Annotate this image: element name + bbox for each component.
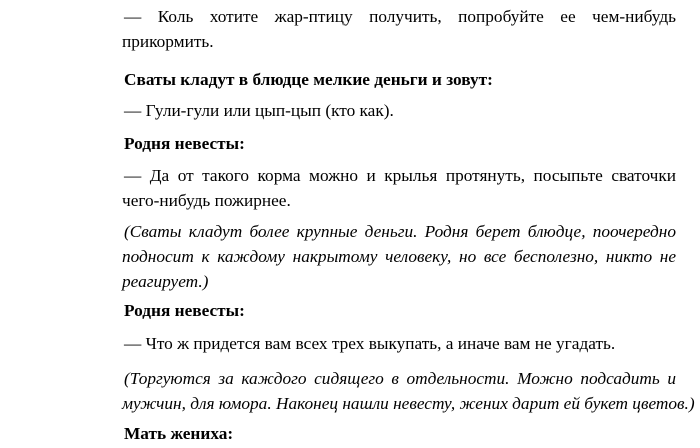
text-line: (Сваты кладут более крупные деньги. Родня берет блюдце, поочередно <box>124 222 676 241</box>
dialogue-paragraph <box>124 163 676 213</box>
speaker-heading: Мать жениха: <box>124 424 234 443</box>
text-line: мужчин, для юмора. Наконец нашли невесту, жених дарит ей букет цветов.) <box>122 394 695 413</box>
text-line: чего-нибудь пожирнее. <box>122 191 291 210</box>
stage-heading: Сваты кладут в блюдце мелкие деньги и зовут: <box>124 70 493 89</box>
text-line: — Да от такого корма можно и крылья протянуть, посыпьте сваточки <box>124 166 676 185</box>
text-line: реагирует.) <box>122 272 209 291</box>
text-line: прикормить. <box>122 32 214 51</box>
text-line: подносит к каждому накрытому человеку, но все бесполезно, никто не <box>122 247 676 266</box>
dialogue-paragraph: — Что ж придется вам всех трех выкупать, а иначе вам не угадать. <box>124 334 616 353</box>
speaker-heading: Родня невесты: <box>124 134 245 153</box>
dialogue-paragraph <box>124 4 676 54</box>
text-line: (Торгуются за каждого сидящего в отдельности. Можно подсадить и <box>124 369 676 388</box>
stage-direction <box>122 366 695 416</box>
speaker-heading: Родня невесты: <box>124 301 245 320</box>
stage-direction <box>124 219 676 294</box>
dialogue-paragraph: — Гули-гули или цып-цып (кто как). <box>124 101 394 120</box>
text-line: — Коль хотите жар-птицу получить, попробуйте ее чем-нибудь <box>124 7 676 26</box>
